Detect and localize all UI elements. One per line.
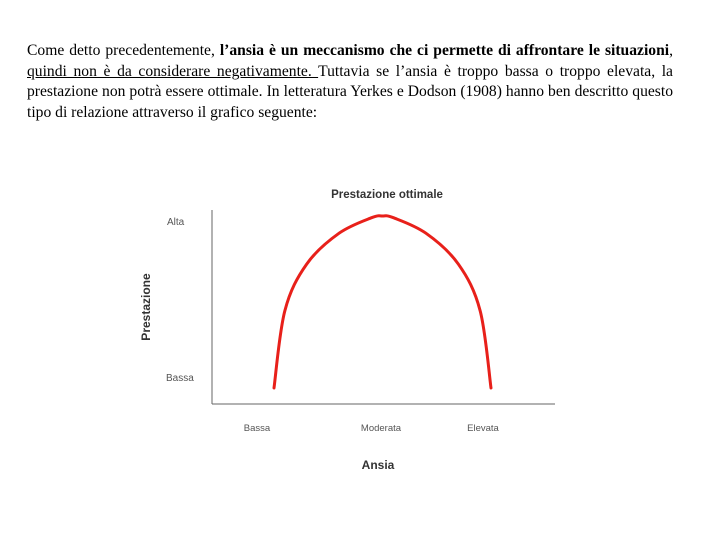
paragraph-underlined-statement: quindi non è da considerare negativamente.	[27, 62, 319, 80]
chart-title: Prestazione ottimale	[331, 189, 443, 201]
x-tick-bassa: Bassa	[243, 423, 271, 434]
y-tick-bassa: Bassa	[166, 373, 194, 384]
paragraph-part-5: Tuttavia se l’ansia è troppo bassa o troppo elevata, la prestazione non potrà essere ottimale. In letteratura Yerkes e Dodson (1908) hanno ben descritto questo tipo di relazione attraverso il grafico seguente:	[27, 62, 673, 121]
x-tick-moderata: Moderata	[360, 423, 402, 434]
y-axis-label: Prestazione	[139, 273, 153, 341]
y-tick-alta: Alta	[167, 217, 185, 228]
performance-curve	[274, 216, 491, 388]
paragraph-bold-statement: l’ansia è un meccanismo che ci permette di affrontare le situazioni	[219, 42, 670, 59]
paragraph-part-3: ,	[669, 42, 673, 59]
x-axis-label: Ansia	[361, 458, 395, 472]
x-tick-elevata: Elevata	[467, 423, 499, 434]
paragraph-part-1: Come detto precedentemente,	[27, 42, 220, 59]
